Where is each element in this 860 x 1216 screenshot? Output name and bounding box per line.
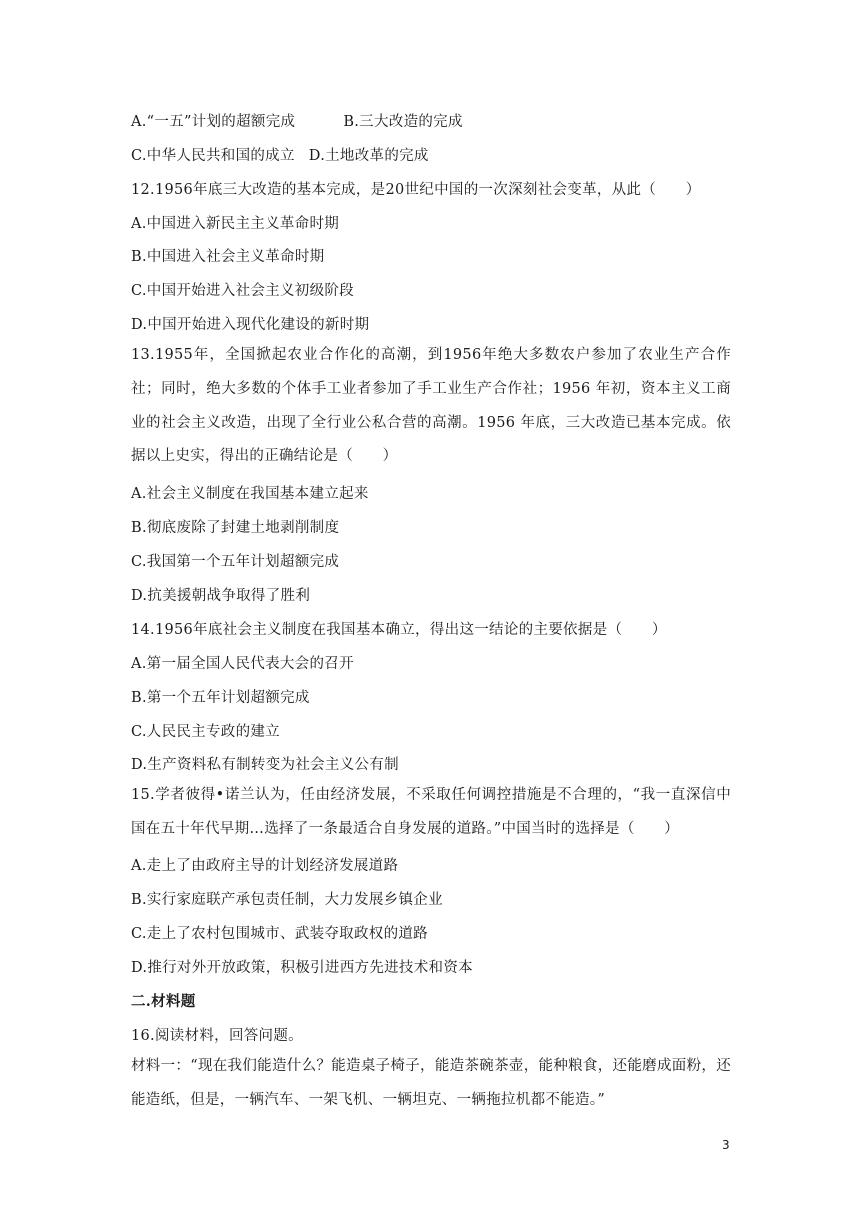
q14-option-b: B.第一个五年计划超额完成 [131, 690, 310, 706]
page-number: 3 [722, 1138, 730, 1152]
q11-option-a: A.“一五”计划的超额完成 [131, 114, 296, 130]
q14-stem: 14.1956年底社会主义制度在我国基本确立，得出这一结论的主要依据是（ ） [131, 622, 667, 638]
q11-option-b: B.三大改造的完成 [343, 114, 463, 130]
q14-option-a: A.第一届全国人民代表大会的召开 [131, 656, 354, 672]
q14-option-d: D.生产资料私有制转变为社会主义公有制 [131, 757, 399, 773]
q15-option-c: C.走上了农村包围城市、武装夺取政权的道路 [131, 926, 428, 942]
q13-option-a: A.社会主义制度在我国基本建立起来 [131, 486, 369, 502]
q13-stem: 13.1955年，全国掀起农业合作化的高潮，到1956年绝大多数农户参加了农业生产合作社；同时，绝大多数的个体手工业者参加了手工业生产合作社；1956 年初，资本主义工商业的社会主义改造，出现了全行业公私合营的高潮。1956 年底，三大改造已基本完成。依据以上史实，得出的正确结论是（ ） [131, 347, 731, 465]
q12-option-a: A.中国进入新民主主义革命时期 [131, 216, 340, 232]
q12-option-c: C.中国开始进入社会主义初级阶段 [131, 283, 354, 299]
q15-stem: 15.学者彼得•诺兰认为，任由经济发展，不采取任何调控措施是不合理的，“我一直深信中国在五十年代早期…选择了一条最适合自身发展的道路。”中国当时的选择是（ ） [131, 787, 731, 837]
q13-option-b: B.彻底废除了封建土地剥削制度 [131, 520, 340, 536]
q11-options-row-2 [131, 146, 429, 166]
q15-option-d: D.推行对外开放政策，积极引进西方先进技术和资本 [131, 960, 473, 976]
q13-option-d: D.抗美援朝战争取得了胜利 [131, 588, 311, 604]
section-heading-material: 二.材料题 [131, 993, 196, 1010]
q11-options-row-1 [131, 112, 463, 132]
q15-option-a: A.走上了由政府主导的计划经济发展道路 [131, 858, 399, 874]
q15-option-b: B.实行家庭联产承包责任制，大力发展乡镇企业 [131, 892, 443, 908]
q11-option-c: C.中华人民共和国的成立 [131, 148, 295, 164]
q12-option-d: D.中国开始进入现代化建设的新时期 [131, 317, 370, 333]
q16-material-1: 材料一：“现在我们能造什么？能造桌子椅子，能造茶碗茶壶，能种粮食，还能磨成面粉，还能造纸，但是，一辆汽车、一架飞机、一辆坦克、一辆拖拉机都不能造。” [131, 1058, 731, 1108]
q16-stem: 16.阅读材料，回答问题。 [131, 1028, 303, 1044]
q14-option-c: C.人民民主专政的建立 [131, 724, 280, 740]
q12-stem: 12.1956年底三大改造的基本完成，是20世纪中国的一次深刻社会变革，从此（ ） [131, 182, 701, 198]
q11-option-d: D.土地改革的完成 [308, 148, 429, 164]
q12-option-b: B.中国进入社会主义革命时期 [131, 249, 325, 265]
q13-option-c: C.我国第一个五年计划超额完成 [131, 554, 340, 570]
